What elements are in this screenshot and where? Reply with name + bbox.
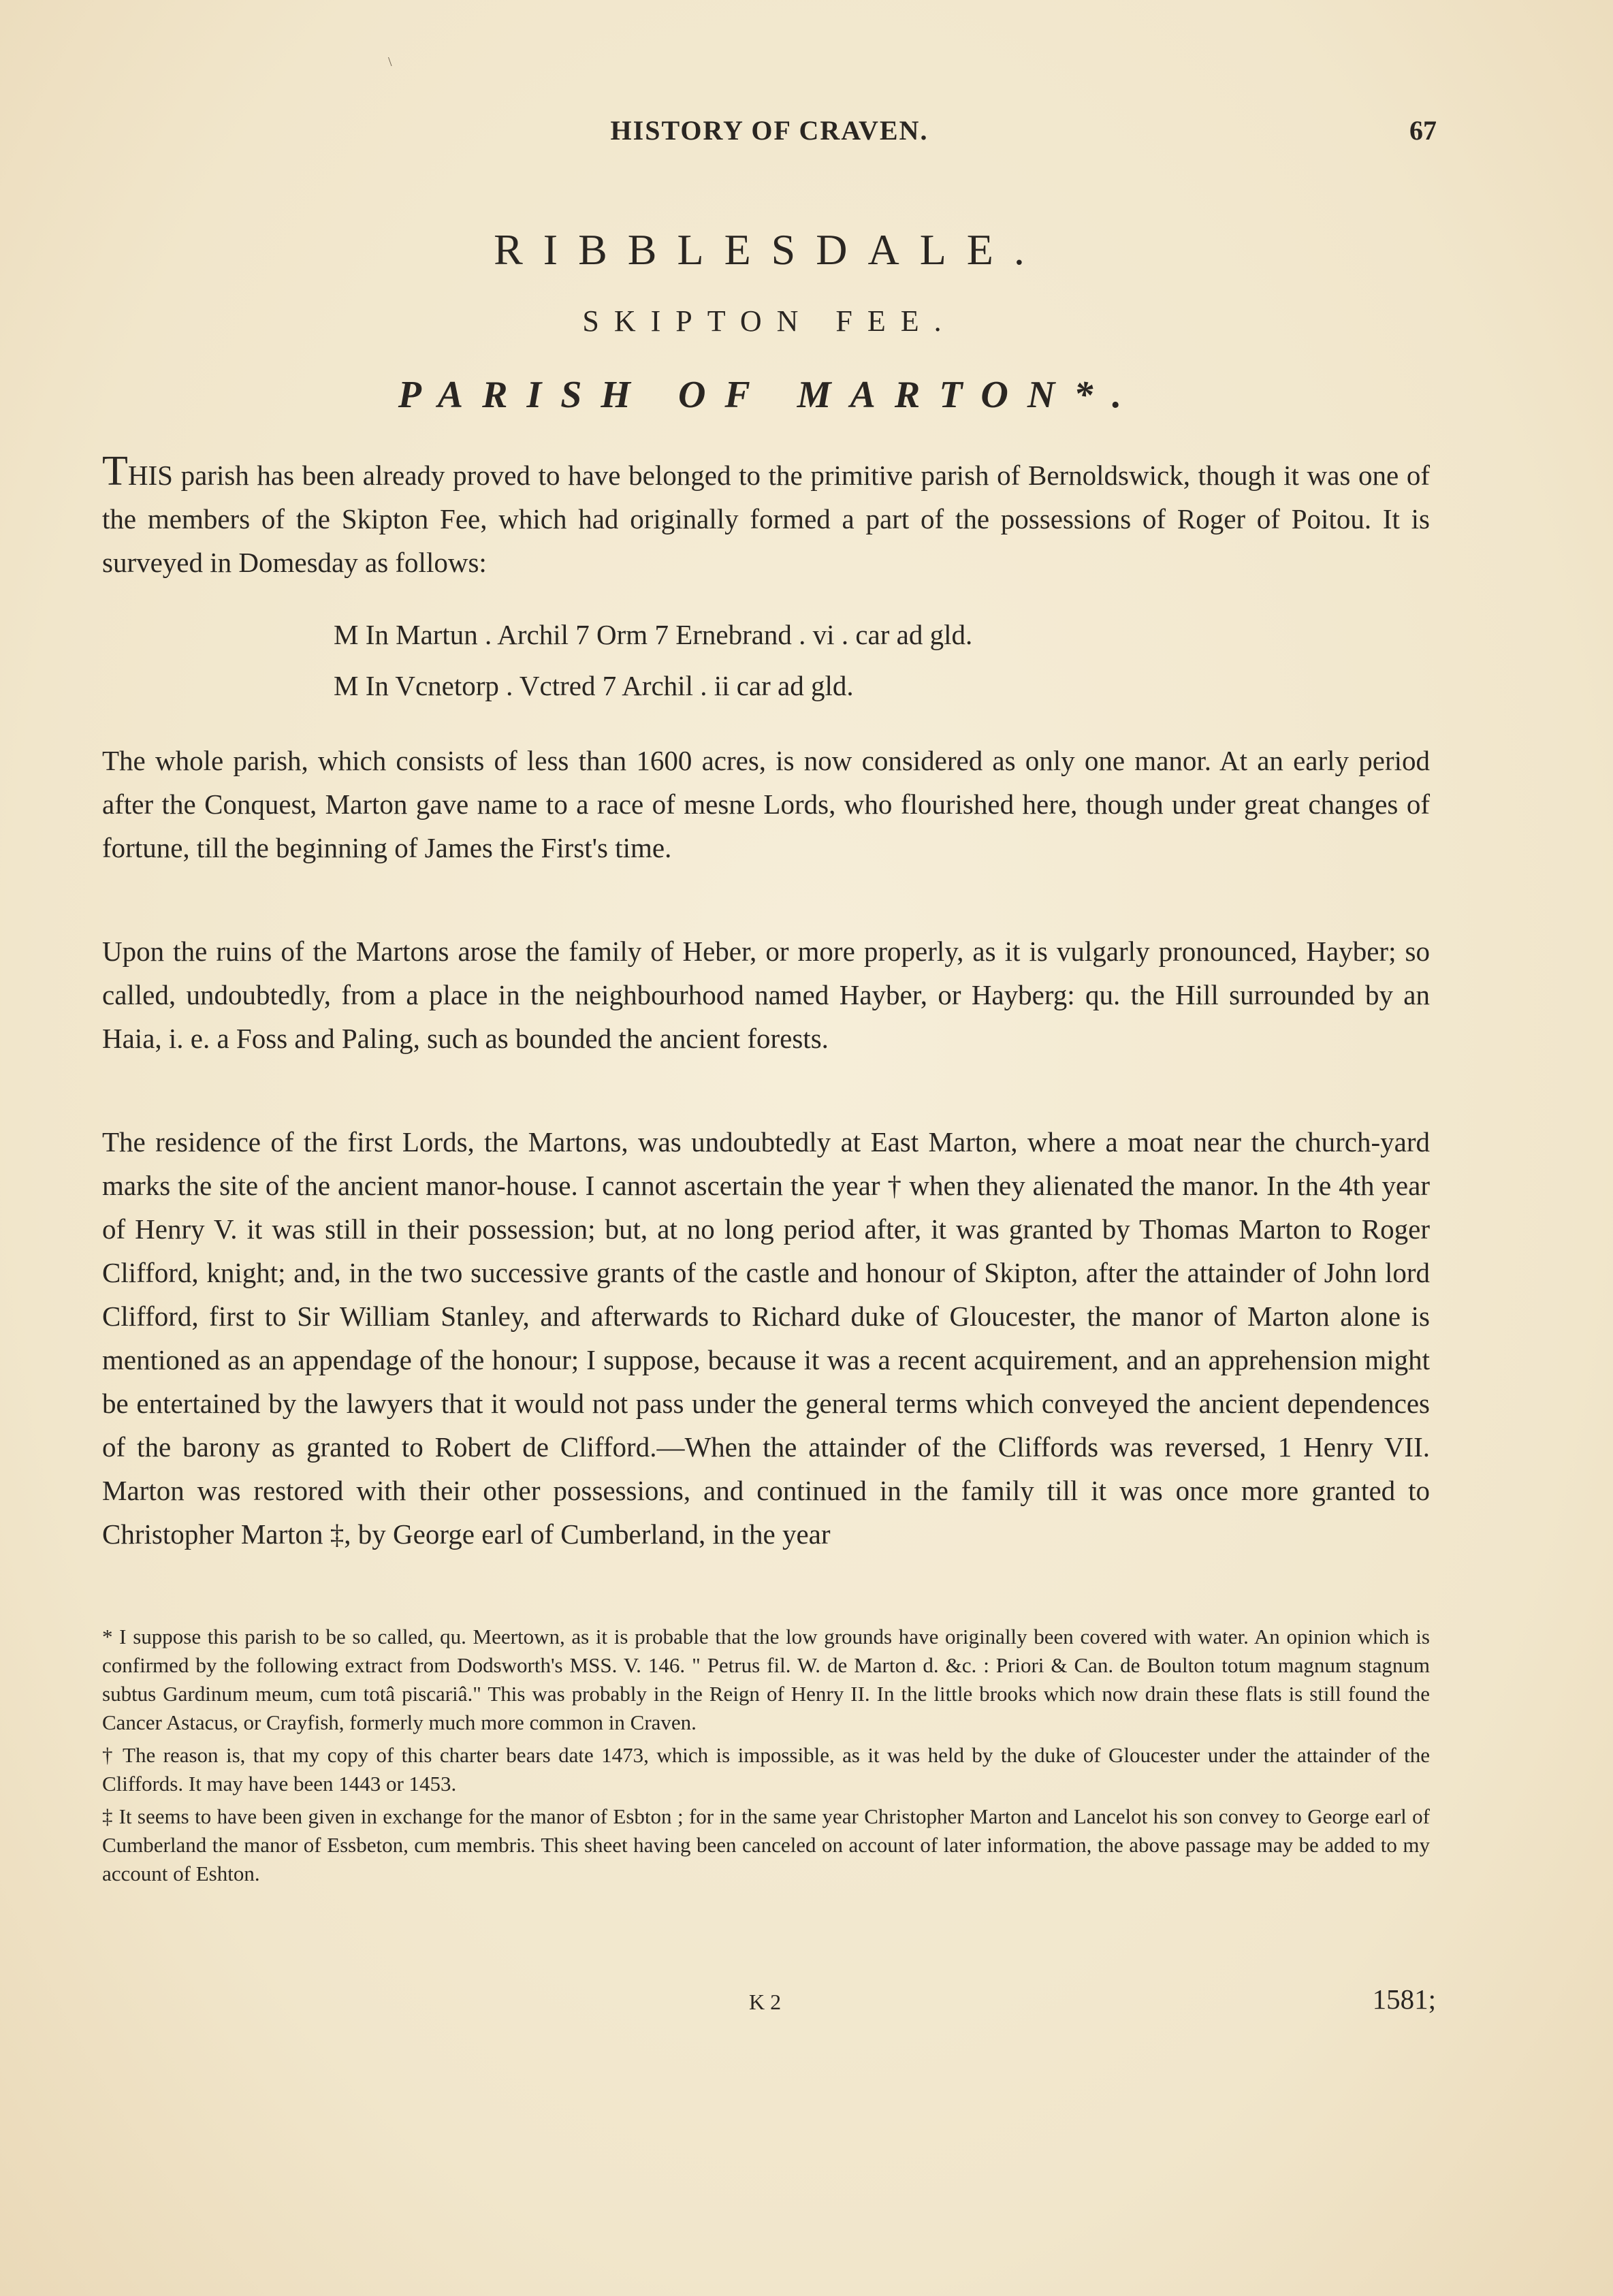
paragraph-heber: Upon the ruins of the Martons arose the family of Heber, or more properly, as it is vulgarly pronounced, Hayber; so called, undoubtedly, from a place in the neighbourhood named Hayber, or Hayberg: qu. the Hill surrounded by an Haia, i. e. a Foss and Paling, such as bounded the ancient forests.	[102, 936, 1430, 1054]
section-subtitle: SKIPTON FEE.	[582, 304, 957, 338]
footnote-asterisk: * I suppose this parish to be so called, qu. Meertown, as it is probable that the low grounds have originally been covered with water. An opinion which is confirmed by the following extract from Dodsworth's MSS. V. 146. " Petrus fil. W. de Marton d. &c. : Priori & Can. de Boulton totum magnum stagnum subtus Gardinum meum, cum totâ piscariâ." This was probably in the Reign of Henry II. In the little brooks which now drain these flats is still found the Cancer Astacus, or Crayfish, formerly much more common in Craven.	[102, 1625, 1430, 1734]
running-title: HISTORY OF CRAVEN.	[610, 115, 929, 146]
paragraph-residence: The residence of the first Lords, the Martons, was undoubtedly at East Marton, where a moat near the church-yard marks the site of the ancient manor-house. I cannot ascertain the year † when they alienated the manor. In the 4th year of Henry V. it was still in their possession; but, at no long period after, it was granted by Thomas Marton to Roger Clifford, knight; and, in the two successive grants of the castle and honour of Skipton, after the attainder of John lord Clifford, first to Sir William Stanley, and afterwards to Richard duke of Gloucester, the manor of Marton alone is mentioned as an appendage of the honour; I suppose, because it was a recent acquirement, and an apprehension might be entertained by the lawyers that it would not pass under the general terms which conveyed the ancient dependences of the barony as granted to Robert de Clifford.—When the attainder of the Cliffords was reversed, 1 Henry VII. Marton was restored with their other possessions, and continued in the family till it was once more granted to Christopher Marton ‡, by George earl of Cumberland, in the year	[102, 1126, 1430, 1550]
page-number: 67	[1409, 115, 1437, 146]
drop-cap: T	[102, 448, 128, 494]
domesday-entry-1: M In Martun . Archil 7 Orm 7 Ernebrand . vi . car ad gld.	[334, 619, 973, 650]
section-title: RIBBLESDALE.	[494, 225, 1045, 274]
footnote-dagger: † The reason is, that my copy of this charter bears date 1473, which is impossible, as it was held by the duke of Gloucester under the attainder of the Cliffords. It may have been 1443 or 1453.	[102, 1743, 1430, 1796]
paragraph-intro	[102, 448, 1430, 584]
paragraph-intro-text: HIS parish has been already proved to have belonged to the primitive parish of Bernoldswick, though it was one of the members of the Skipton Fee, which had originally formed a part of the possessions of Roger of Poitou. It is surveyed in Domesday as follows:	[102, 460, 1430, 578]
signature-mark: K 2	[749, 1990, 782, 2014]
running-head	[102, 114, 1437, 155]
catchword: 1581;	[1372, 1983, 1436, 2015]
footnotes	[102, 1623, 1430, 1892]
footnote-double-dagger: ‡ It seems to have been given in exchange for the manor of Esbton ; for in the same year Christopher Marton and Lancelot his son convey to George earl of Cumberland the manor of Essbeton, cum membris. This sheet having been canceled on account of later information, the above passage may be added to my account of Eshton.	[102, 1804, 1430, 1885]
domesday-entry-2: M In Vcnetorp . Vctred 7 Archil . ii car ad gld.	[334, 670, 854, 701]
paragraph-manor: The whole parish, which consists of less than 1600 acres, is now considered as only one manor. At an early period after the Conquest, Marton gave name to a race of mesne Lords, who flourished here, though under great changes of fortune, till the beginning of James the First's time.	[102, 745, 1430, 863]
binding-mark: \	[388, 54, 392, 69]
parish-heading: PARISH OF MARTON*.	[398, 374, 1141, 416]
